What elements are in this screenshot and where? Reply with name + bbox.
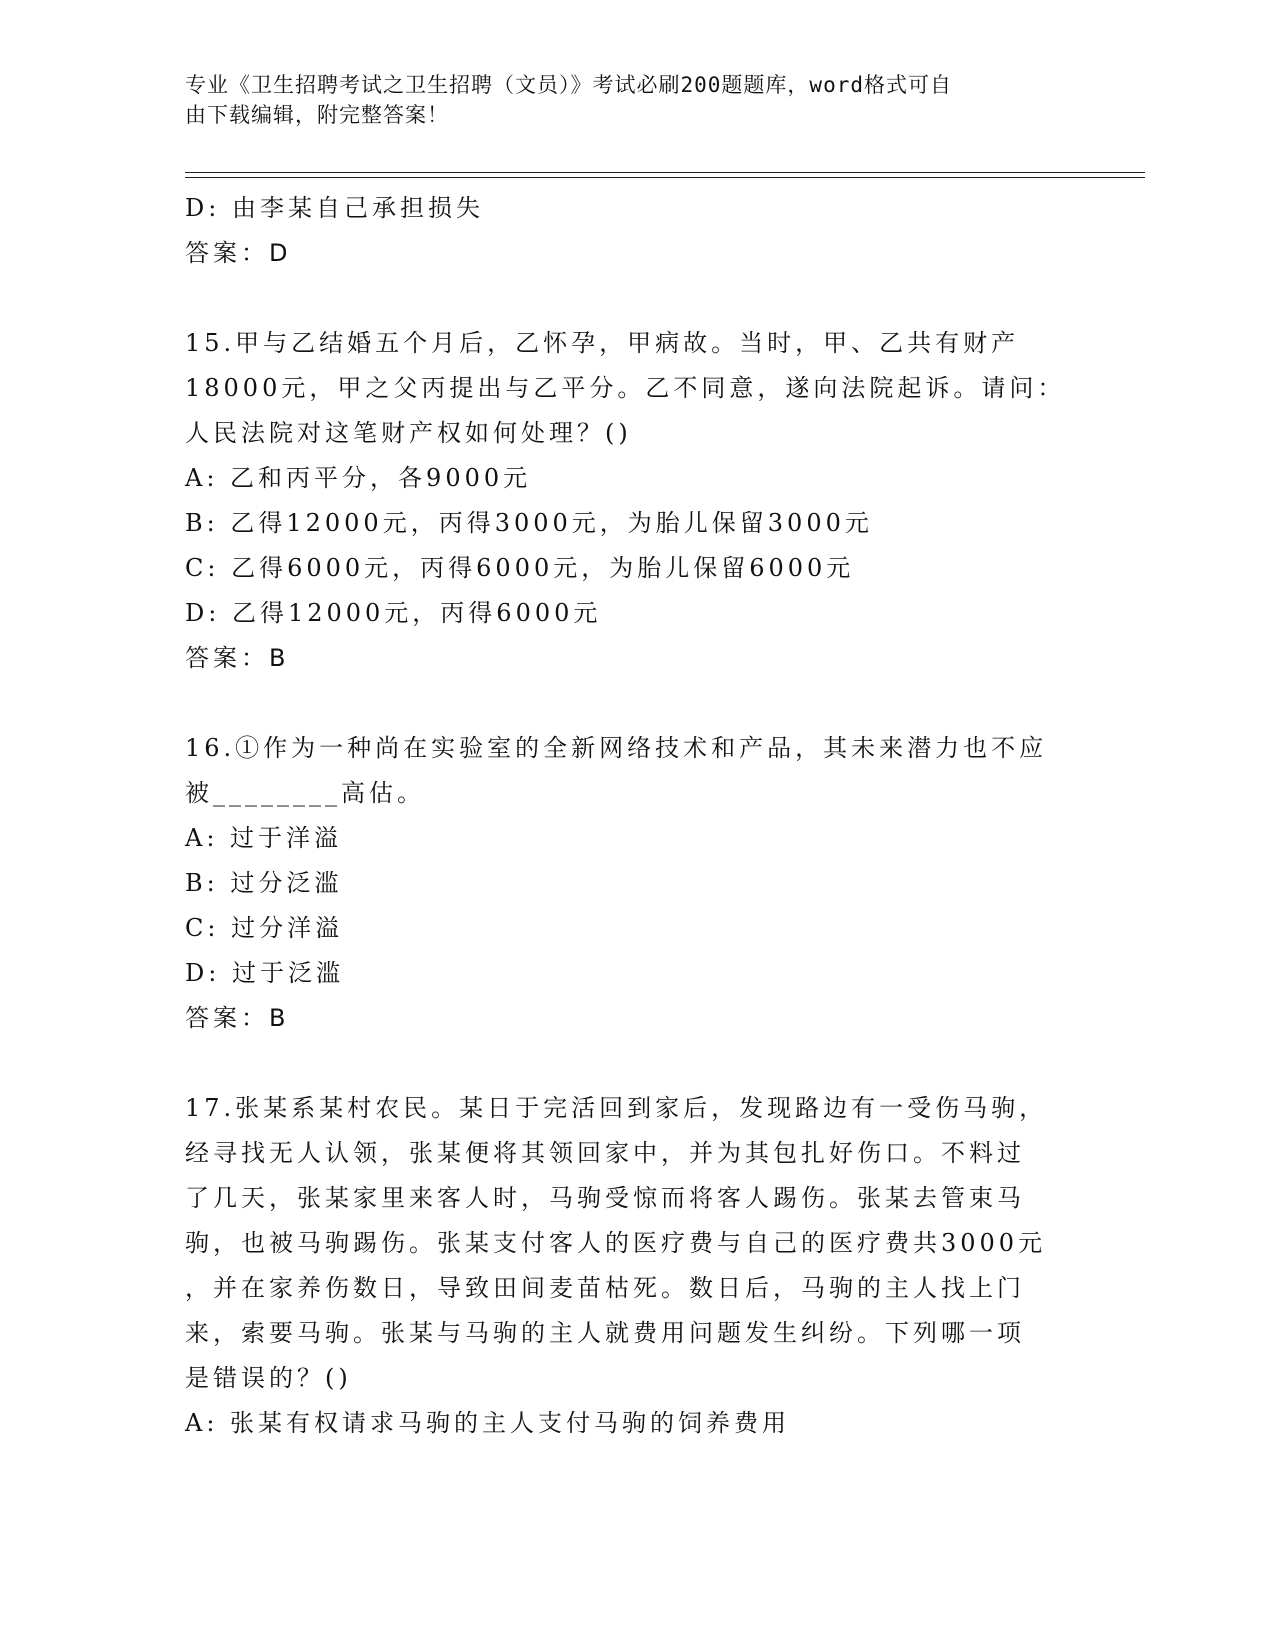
- question-text: 经寻找无人认领，张某便将其领回家中，并为其包扎好伤口。不料过: [185, 1139, 1025, 1167]
- question-text: 16.①作为一种尚在实验室的全新网络技术和产品，其未来潜力也不应: [185, 734, 1048, 762]
- question-text: 被________高估。: [185, 779, 425, 807]
- header-rule-bottom: [185, 177, 1145, 178]
- document-body: [185, 186, 1065, 1446]
- option-b: B: 过分泛滥: [185, 869, 343, 897]
- question-text: 15.甲与乙结婚五个月后，乙怀孕，甲病故。当时，甲、乙共有财产: [185, 329, 1020, 357]
- previous-question-tail: [185, 186, 1065, 276]
- header-line-2: 由下载编辑，附完整答案！: [185, 103, 449, 127]
- spacer: [185, 276, 1065, 321]
- spacer: [185, 681, 1065, 726]
- option-d: D: 过于泛滥: [185, 959, 344, 987]
- spacer: [185, 1041, 1065, 1086]
- header-rule-top: [185, 172, 1145, 173]
- question-15: [185, 321, 1065, 681]
- question-17: [185, 1086, 1065, 1446]
- option-d: D: 由李某自己承担损失: [185, 194, 484, 222]
- answer: 答案：B: [185, 644, 290, 672]
- question-text: 了几天，张某家里来客人时，马驹受惊而将客人踢伤。张某去管束马: [185, 1184, 1025, 1212]
- question-text: 是错误的？(): [185, 1364, 352, 1392]
- option-a: A: 乙和丙平分，各9000元: [185, 464, 532, 492]
- question-text: 17.张某系某村农民。某日于完活回到家后，发现路边有一受伤马驹，: [185, 1094, 1048, 1122]
- option-d: D: 乙得12000元，丙得6000元: [185, 599, 602, 627]
- option-c: C: 过分洋溢: [185, 914, 344, 942]
- option-a: A: 张某有权请求马驹的主人支付马驹的饲养费用: [185, 1409, 791, 1437]
- option-a: A: 过于洋溢: [185, 824, 343, 852]
- question-text: ，并在家养伤数日，导致田间麦苗枯死。数日后，马驹的主人找上门: [185, 1274, 1025, 1302]
- answer: 答案：B: [185, 1004, 290, 1032]
- question-text: 人民法院对这笔财产权如何处理？(): [185, 419, 632, 447]
- header-line-1: 专业《卫生招聘考试之卫生招聘（文员）》考试必刷200题题库，word格式可自: [185, 73, 952, 97]
- option-b: B: 乙得12000元，丙得3000元，为胎儿保留3000元: [185, 509, 873, 537]
- question-text: 来，索要马驹。张某与马驹的主人就费用问题发生纠纷。下列哪一项: [185, 1319, 1025, 1347]
- question-text: 驹，也被马驹踢伤。张某支付客人的医疗费与自己的医疗费共3000元: [185, 1229, 1047, 1257]
- option-c: C: 乙得6000元，丙得6000元，为胎儿保留6000元: [185, 554, 855, 582]
- answer: 答案：D: [185, 239, 292, 267]
- question-text: 18000元，甲之父丙提出与乙平分。乙不同意，遂向法院起诉。请问：: [185, 374, 1066, 402]
- question-16: [185, 726, 1065, 1041]
- document-header: [185, 70, 1065, 130]
